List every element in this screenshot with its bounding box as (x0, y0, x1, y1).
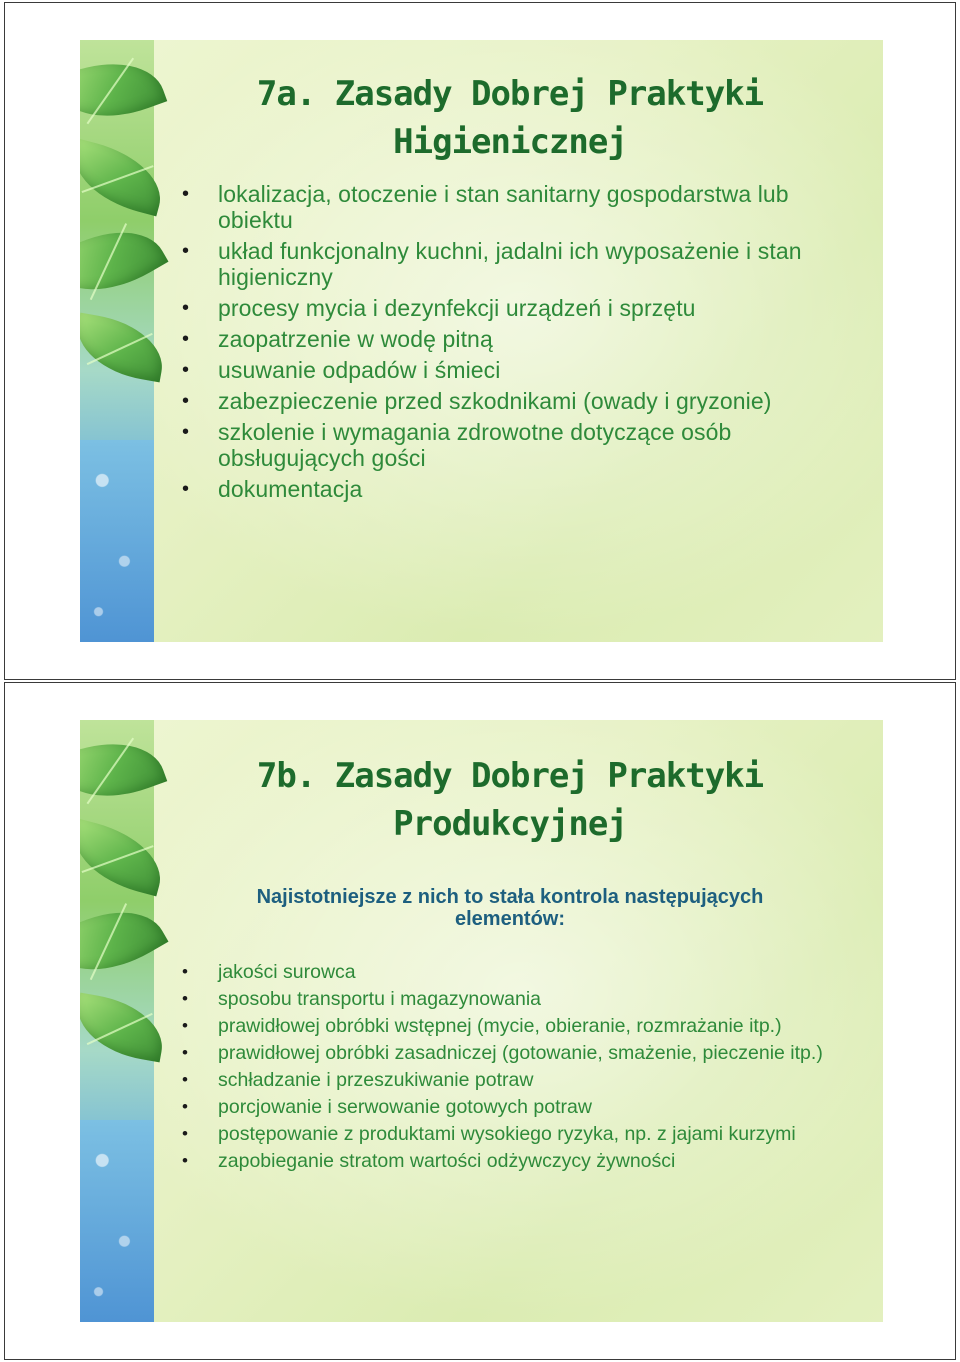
list-item: • szkolenie i wymagania zdrowotne dotyczące osób obsługujących gości (182, 419, 842, 471)
leaf-decoration (80, 40, 154, 642)
list-item: • procesy mycia i dezynfekcji urządzeń i sprzętu (182, 295, 842, 321)
slide-title: 7b. Zasady Dobrej Praktyki Produkcyjnej (256, 756, 764, 844)
list-item: • porcjowanie i serwowanie gotowych potraw (182, 1096, 842, 1118)
leaf-image (80, 819, 170, 897)
list-item: • sposobu transportu i magazynowania (182, 988, 842, 1010)
leaf-image (80, 45, 167, 136)
water-image (80, 1120, 154, 1322)
list-item: • dokumentacja (182, 476, 842, 502)
list-item: • zaopatrzenie w wodę pitną (182, 326, 842, 352)
leaf-image (80, 208, 168, 314)
list-item: • prawidłowej obróbki wstępnej (mycie, obieranie, rozmrażanie itp.) (182, 1015, 842, 1037)
list-item: • prawidłowej obróbki zasadniczej (gotowanie, smażenie, pieczenie itp.) (182, 1042, 842, 1064)
leaf-image (80, 139, 170, 217)
bullet-list (182, 961, 842, 1177)
slide-title: 7a. Zasady Dobrej Praktyki Higienicznej (256, 74, 764, 162)
bullet-list (182, 181, 842, 507)
list-item: • zapobieganie stratom wartości odżywczycy żywności (182, 1150, 842, 1172)
list-item: • postępowanie z produktami wysokiego ryzyka, np. z jajami kurzymi (182, 1123, 842, 1145)
slide-7a (80, 40, 883, 642)
leaf-image (80, 888, 168, 994)
leaf-image (80, 725, 167, 816)
list-item: • jakości surowca (182, 961, 842, 983)
leaf-decoration (80, 720, 154, 1322)
list-item: • lokalizacja, otoczenie i stan sanitarny gospodarstwa lub obiektu (182, 181, 842, 233)
list-item: • usuwanie odpadów i śmieci (182, 357, 842, 383)
leaf-image (80, 993, 169, 1063)
list-item: • zabezpieczenie przed szkodnikami (owady i gryzonie) (182, 388, 842, 414)
leaf-image (80, 313, 169, 383)
list-item: • układ funkcjonalny kuchni, jadalni ich wyposażenie i stan higieniczny (182, 238, 842, 290)
slide-7b (80, 720, 883, 1322)
list-item: • schładzanie i przeszukiwanie potraw (182, 1069, 842, 1091)
slide-subtitle: Najistotniejsze z nich to stała kontrola następujących elementów: (256, 886, 764, 930)
water-image (80, 440, 154, 642)
